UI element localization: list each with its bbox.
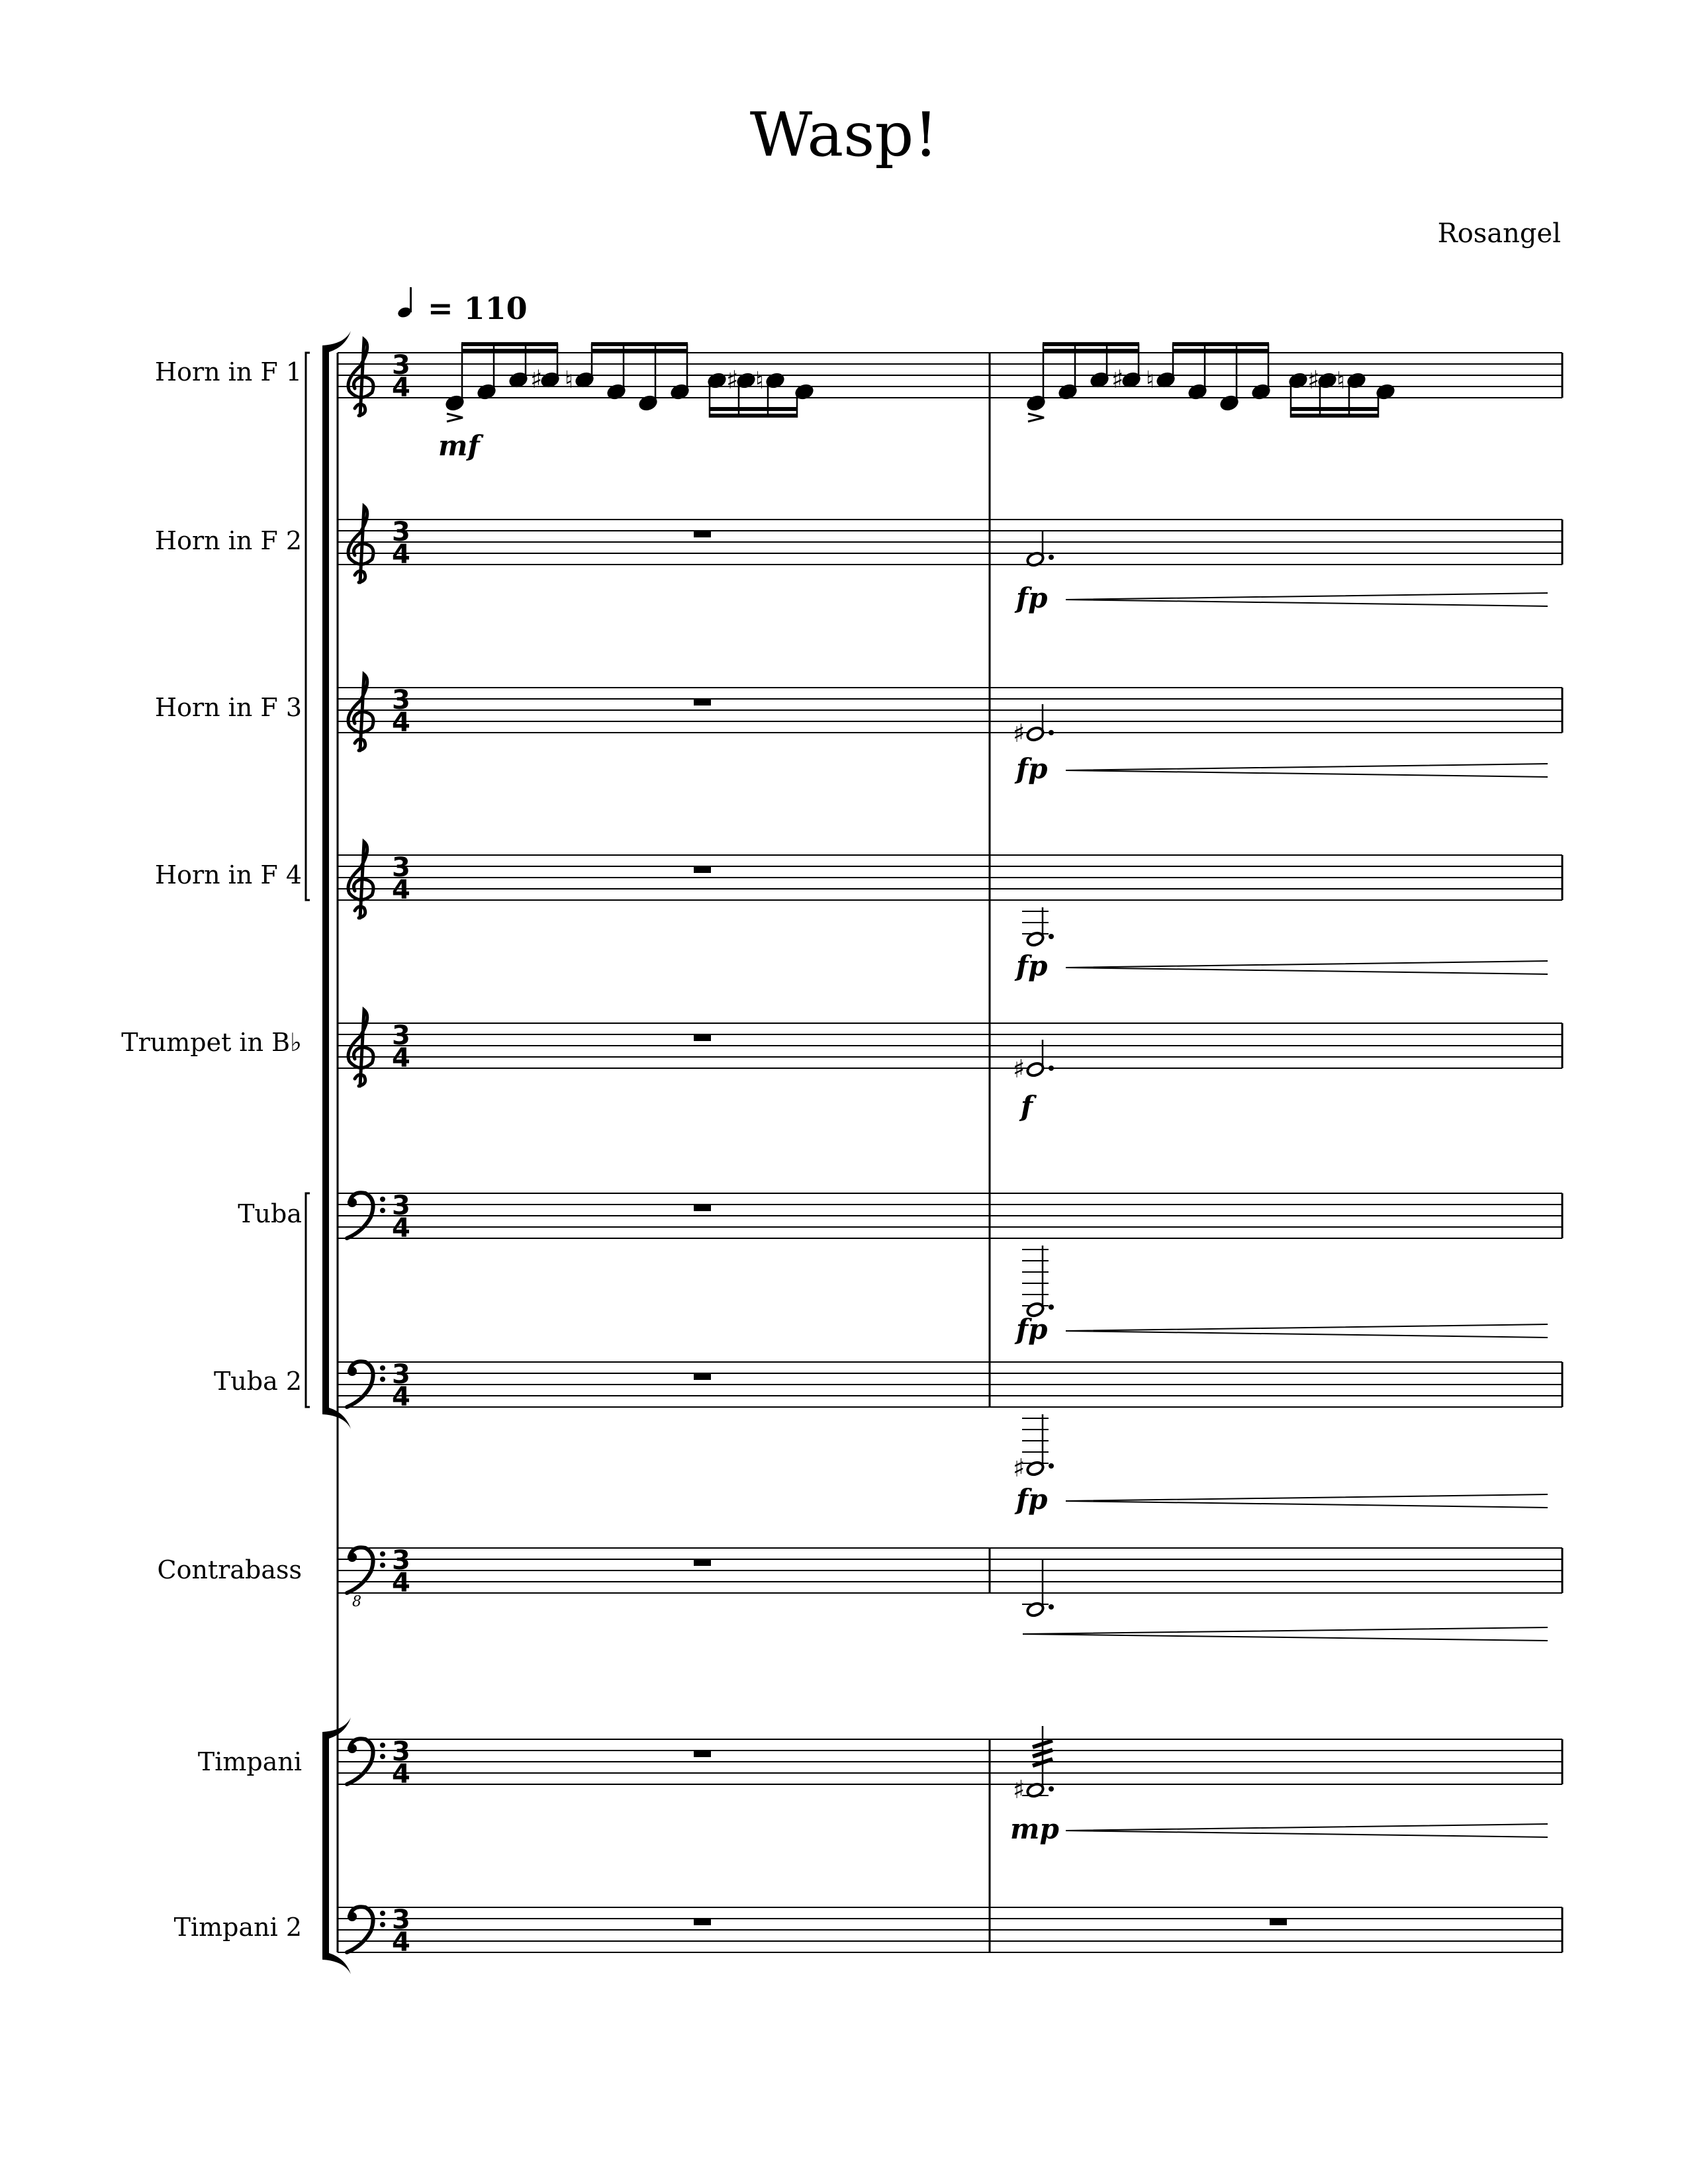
bracket-brass [322, 349, 329, 1410]
whole-rest [694, 699, 711, 705]
time-sig-numerator: 3 [392, 1905, 410, 1935]
beam [591, 342, 688, 346]
time-sig-numerator: 3 [392, 1021, 410, 1051]
natural-accidental: ♮ [1146, 367, 1154, 394]
bass-clef-dot [380, 1922, 385, 1927]
whole-rest [694, 1751, 711, 1757]
instrument-label-contrabass: Contrabass [157, 1555, 302, 1584]
sharp-accidental: ♯ [1307, 365, 1320, 394]
instrument-label-timpani: Timpani [197, 1747, 302, 1776]
dynamic-marking: fp [1016, 1313, 1048, 1345]
augmentation-dot [1049, 934, 1054, 939]
whole-rest [694, 1205, 711, 1211]
sharp-accidental: ♯ [1013, 1054, 1025, 1083]
augmentation-dot [1049, 1304, 1054, 1310]
dynamic-marking: mp [1010, 1813, 1059, 1845]
beam [461, 349, 558, 353]
treble-clef-icon [348, 506, 373, 582]
beam [461, 342, 558, 346]
treble-clef-icon [348, 674, 373, 751]
augmentation-dot [1049, 555, 1054, 560]
whole-rest [694, 1373, 711, 1380]
bass-clef-dot [380, 1754, 385, 1759]
time-sig-denominator: 4 [392, 1927, 410, 1958]
bass-clef-dot [380, 1911, 385, 1916]
time-sig-numerator: 3 [392, 1545, 410, 1576]
bass-clef-dot [380, 1551, 385, 1557]
octave-sub-8: 8 [352, 1594, 361, 1610]
bass-clef-dot [348, 1744, 357, 1753]
beam [1172, 349, 1269, 353]
beam [1290, 407, 1379, 411]
instrument-label-timpani-2: Timpani 2 [173, 1913, 302, 1942]
crescendo-hairpin [1066, 1324, 1548, 1338]
beam [709, 407, 798, 411]
treble-clef-icon [348, 842, 373, 918]
bracket-brass-top [322, 331, 351, 352]
bass-clef-dot [380, 1365, 385, 1371]
whole-rest [694, 1559, 711, 1566]
bracket-percussion-bottom [322, 1953, 351, 1974]
tuba-group-bracket [306, 1193, 310, 1407]
whole-rest [694, 866, 711, 873]
beam [1043, 342, 1139, 346]
treble-clef-icon [348, 1010, 373, 1086]
crescendo-hairpin [1066, 1494, 1548, 1508]
dynamic-marking: mf [438, 430, 480, 462]
whole-rest [1270, 1919, 1287, 1925]
bass-clef-dot [348, 1912, 357, 1921]
score-title: Wasp! [749, 99, 939, 170]
dynamic-marking: fp [1016, 950, 1048, 982]
beam [591, 349, 688, 353]
sharp-accidental: ♯ [1111, 365, 1124, 394]
dynamic-marking: fp [1016, 1483, 1048, 1516]
time-sig-denominator: 4 [392, 1759, 410, 1790]
augmentation-dot [1049, 1463, 1054, 1469]
tempo-bpm: = 110 [428, 291, 528, 326]
sharp-accidental: ♯ [1013, 1453, 1025, 1482]
instrument-label-horn-4: Horn in F 4 [154, 860, 302, 889]
time-sig-denominator: 4 [392, 539, 410, 570]
time-sig-numerator: 3 [392, 1737, 410, 1767]
time-sig-denominator: 4 [392, 373, 410, 403]
horn-group-bracket [306, 353, 310, 900]
natural-accidental: ♮ [1336, 367, 1345, 394]
natural-accidental: ♮ [565, 367, 573, 394]
whole-rest [694, 531, 711, 537]
augmentation-dot [1049, 1786, 1054, 1792]
augmentation-dot [1049, 730, 1054, 735]
time-sig-denominator: 4 [392, 1382, 410, 1412]
augmentation-dot [1049, 1066, 1054, 1071]
bass-clef-dot [380, 1197, 385, 1202]
natural-accidental: ♮ [755, 367, 764, 394]
sharp-accidental: ♯ [530, 365, 543, 394]
dynamic-marking: f [1021, 1090, 1033, 1122]
sharp-accidental: ♯ [726, 365, 739, 394]
time-sig-numerator: 3 [392, 1359, 410, 1390]
crescendo-hairpin [1066, 764, 1548, 777]
sharp-accidental: ♯ [1013, 719, 1025, 748]
time-sig-numerator: 3 [392, 517, 410, 547]
treble-clef-icon [348, 340, 373, 416]
beam [1043, 349, 1139, 353]
time-sig-denominator: 4 [392, 707, 410, 738]
composer-name: Rosangel [1437, 218, 1561, 249]
bass-clef-dot [348, 1198, 357, 1207]
bass-clef-dot [348, 1367, 357, 1376]
bass-clef-dot [348, 1553, 357, 1562]
time-sig-denominator: 4 [392, 1213, 410, 1244]
whole-rest [694, 1034, 711, 1041]
time-sig-numerator: 3 [392, 685, 410, 715]
dynamic-marking: fp [1016, 582, 1048, 614]
crescendo-hairpin [1066, 961, 1548, 974]
sharp-accidental: ♯ [1013, 1775, 1025, 1804]
instrument-label-tuba-2: Tuba 2 [213, 1367, 302, 1396]
bracket-percussion [322, 1736, 329, 1956]
beam [1172, 342, 1269, 346]
bass-clef-dot [380, 1563, 385, 1568]
augmentation-dot [1049, 1604, 1054, 1610]
bass-clef-dot [380, 1208, 385, 1213]
time-sig-denominator: 4 [392, 1568, 410, 1598]
instrument-label-trumpet: Trumpet in B♭ [121, 1028, 302, 1057]
time-sig-denominator: 4 [392, 875, 410, 905]
instrument-label-tuba: Tuba [238, 1199, 302, 1228]
time-sig-numerator: 3 [392, 350, 410, 381]
accent-mark [1028, 414, 1044, 422]
crescendo-hairpin [1066, 1824, 1548, 1837]
instrument-label-horn-1: Horn in F 1 [154, 357, 302, 387]
beam [1290, 414, 1379, 418]
crescendo-hairpin [1066, 593, 1548, 606]
bass-clef-dot [380, 1377, 385, 1382]
time-sig-numerator: 3 [392, 852, 410, 883]
accent-mark [447, 414, 463, 422]
dynamic-marking: fp [1016, 752, 1048, 785]
whole-rest [694, 1919, 711, 1925]
time-sig-numerator: 3 [392, 1191, 410, 1221]
instrument-label-horn-2: Horn in F 2 [154, 526, 302, 555]
beam [709, 414, 798, 418]
instrument-label-horn-3: Horn in F 3 [154, 693, 302, 722]
bass-clef-dot [380, 1743, 385, 1748]
crescendo-hairpin [1023, 1627, 1548, 1641]
time-sig-denominator: 4 [392, 1043, 410, 1073]
